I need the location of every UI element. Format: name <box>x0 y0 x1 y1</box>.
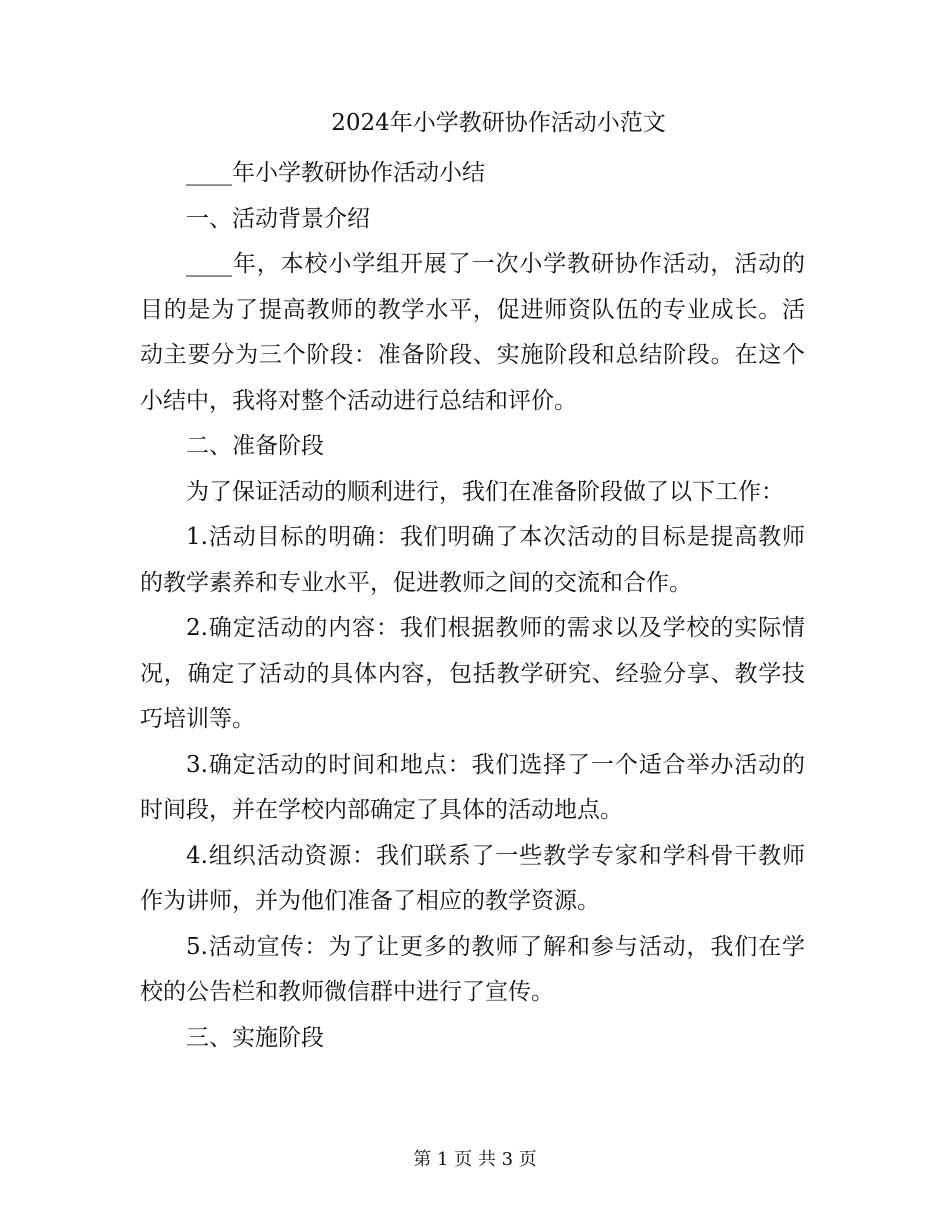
page-footer: 第 1 页 共 3 页 <box>413 1149 537 1170</box>
section-heading-background: 一、活动背景介绍 <box>186 205 370 232</box>
document-title: 2024年小学教研协作活动小范文 <box>331 110 666 136</box>
list-item-content: 2.确定活动的内容：我们根据教师的需求以及学校的实际情况，确定了活动的具体内容，包括教学研究、经验分享、教学技巧培训等。 <box>140 615 805 732</box>
list-item-time-place: 3.确定活动的时间和地点：我们选择了一个适合举办活动的时间段，并在学校内部确定了具体的活动地点。 <box>140 751 805 823</box>
document-body <box>140 151 805 1061</box>
list-item-goal: 1.活动目标的明确：我们明确了本次活动的目标是提高教师的教学素养和专业水平，促进教师之间的交流和合作。 <box>140 524 805 596</box>
section-heading-preparation: 二、准备阶段 <box>186 433 324 459</box>
paragraph-preparation-intro: 为了保证活动的顺利进行，我们在准备阶段做了以下工作： <box>186 478 784 505</box>
paragraph-summary-heading: ____年小学教研协作活动小结 <box>186 160 485 186</box>
list-item-resources: 4.组织活动资源：我们联系了一些教学专家和学科骨干教师作为讲师，并为他们准备了相应的教学资源。 <box>140 842 805 914</box>
list-item-publicity: 5.活动宣传：为了让更多的教师了解和参与活动，我们在学校的公告栏和教师微信群中进行了宣传。 <box>140 933 805 1005</box>
paragraph-background: ____年，本校小学组开展了一次小学教研协作活动，活动的目的是为了提高教师的教学水平，促进师资队伍的专业成长。活动主要分为三个阶段：准备阶段、实施阶段和总结阶段。在这个小结中，我将对整个活动进行总结和评价。 <box>140 251 805 414</box>
section-heading-implementation: 三、实施阶段 <box>186 1024 324 1051</box>
